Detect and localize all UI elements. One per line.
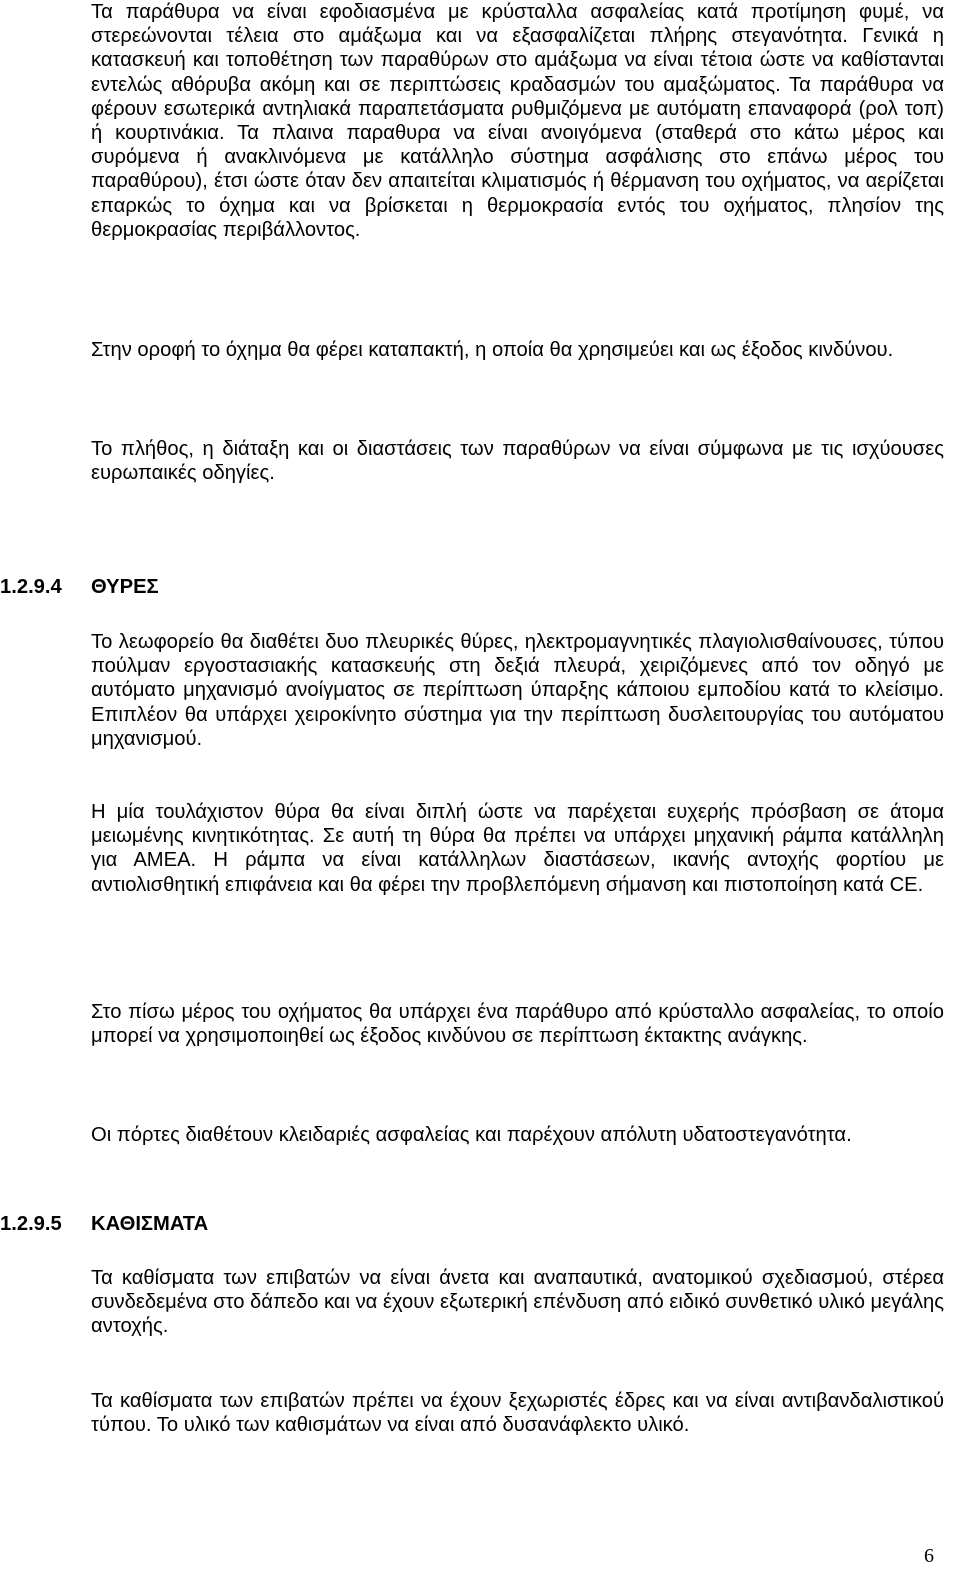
accessible-door-paragraph: Η μία τουλάχιστον θύρα θα είναι διπλή ώστε να παρέχεται ευχερής πρόσβαση σε άτομα μειωμένης κινητικότητας. Σε αυτή τη θύρα θα πρέπει να υπάρχει μηχανική ράμπα κατάλληλη για ΑΜΕΑ. Η ράμπα να είναι κατάλληλων διαστάσεων, ικανής αντοχής φορτίου με αντιολισθητική επιφάνεια και θα φέρει την προβλεπόμενη σήμανση και πιστοποίηση κατά CE.	[91, 801, 944, 896]
seats-comfort-paragraph: Τα καθίσματα των επιβατών να είναι άνετα και αναπαυτικά, ανατομικού σχεδιασμού, στέρεα συνδεδεμένα στο δάπεδο και να έχουν εξωτερική επένδυση από ειδικό συνθετικό υλικό μεγάλης αντοχής.	[91, 1267, 944, 1338]
door-locks-paragraph: Οι πόρτες διαθέτουν κλειδαριές ασφαλείας και παρέχουν απόλυτη υδατοστεγανότητα.	[91, 1124, 852, 1146]
section-title: ΚΑΘΙΣΜΑΤΑ	[91, 1213, 209, 1235]
doors-paragraph: Το λεωφορείο θα διαθέτει δυο πλευρικές θύρες, ηλεκτρομαγνητικές πλαγιολισθαίνουσες, τύπου πούλμαν εργοστασιακής κατασκευής στη δεξιά πλευρά, χειριζόμενες από τον οδηγό με αυτόματο μηχανισμό ανοίγματος σε περίπτωση ύπαρξης κάποιου εμποδίου κατά το κλείσιμο. Επιπλέον θα υπάρχει χειροκίνητο σύστημα για την περίπτωση δυσλειτουργίας του αυτόματου μηχανισμού.	[91, 631, 944, 750]
rear-window-paragraph: Στο πίσω μέρος του οχήματος θα υπάρχει ένα παράθυρο από κρύσταλλο ασφαλείας, το οποίο μπορεί να χρησιμοποιηθεί ως έξοδος κινδύνου σε περίπτωση έκτακτης ανάγκης.	[91, 1001, 944, 1048]
section-title: ΘΥΡΕΣ	[91, 576, 159, 598]
roof-hatch-paragraph: Στην οροφή το όχημα θα φέρει καταπακτή, η οποία θα χρησιμεύει και ως έξοδος κινδύνου.	[91, 339, 894, 361]
section-number: 1.2.9.5	[0, 1213, 62, 1235]
section-heading-doors	[0, 575, 400, 601]
window-regulations-paragraph: Το πλήθος, η διάταξη και οι διαστάσεις των παραθύρων να είναι σύμφωνα με τις ισχύουσες ευρωπαικές οδηγίες.	[91, 438, 944, 485]
section-number: 1.2.9.4	[0, 576, 62, 598]
page-number: 6	[924, 1545, 934, 1567]
section-heading-seats	[0, 1212, 400, 1238]
seats-vandal-paragraph: Τα καθίσματα των επιβατών πρέπει να έχουν ξεχωριστές έδρες και να είναι αντιβανδαλιστικού τύπου. Το υλικό των καθισμάτων να είναι από δυσανάφλεκτο υλικό.	[91, 1390, 944, 1437]
windows-paragraph: Τα παράθυρα να είναι εφοδιασμένα με κρύσταλλα ασφαλείας κατά προτίμηση φυμέ, να στερεώνονται τέλεια στο αμάξωμα και να εξασφαλίζεται πλήρης στεγανότητα. Γενικά η κατασκευή και τοποθέτηση των παραθύρων στο αμάξωμα να είναι τέτοια ώστε να καθίστανται εντελώς αθόρυβα ακόμη και σε περιπτώσεις κραδασμών του αμαξώματος. Τα παράθυρα να φέρουν εσωτερικά αντηλιακά παραπετάσματα ρυθμιζόμενα με αυτόματη επαναφορά (ρολ τοπ) ή κουρτινάκια. Τα πλαινα παραθυρα να είναι ανοιγόμενα (σταθερά στο κάτω μέρος και συρόμενα ή ανακλινόμενα με κατάλληλο σύστημα ασφάλισης στο επάνω μέρος του παραθύρου), έτσι ώστε όταν δεν απαιτείται κλιματισμός ή θέρμανση του οχήματος, να αερίζεται επαρκώς το όχημα και να βρίσκεται η θερμοκρασία εντός του οχήματος, πλησίον της θερμοκρασίας περιβάλλοντος.	[91, 1, 944, 241]
